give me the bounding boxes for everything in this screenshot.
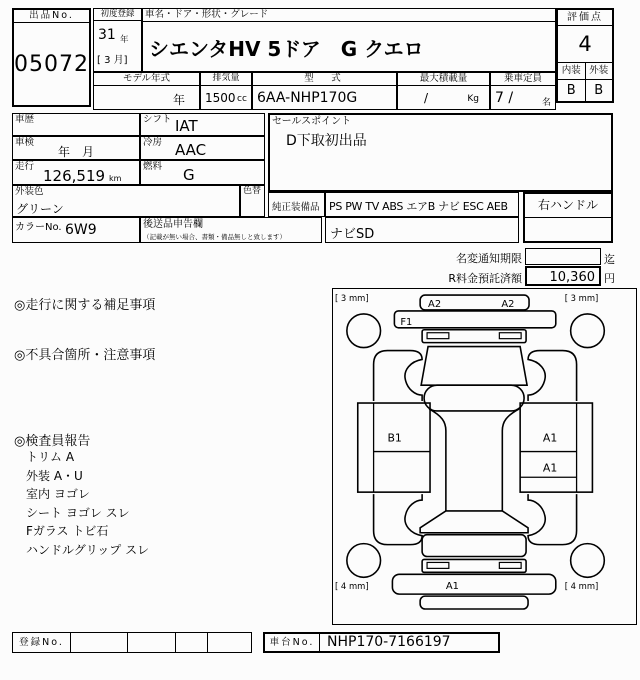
- windshield-shape: [421, 347, 527, 386]
- model-year-value: 年: [172, 93, 185, 107]
- first-registration-year: 31: [98, 27, 116, 43]
- tire-tread-rear-left: [ 4 mm]: [334, 581, 369, 592]
- inspection-value: 年 月: [58, 145, 95, 159]
- damage-diagram-box: [332, 288, 637, 625]
- rear-fender-left: [374, 494, 423, 544]
- wheel-rear-left: [347, 544, 381, 578]
- history-label: 車歴: [15, 114, 35, 125]
- displacement-cell: [200, 72, 252, 110]
- registration-no-cell-4: [208, 633, 251, 652]
- grade-value: 4: [558, 26, 612, 63]
- model-code-label: 型 式: [253, 73, 396, 86]
- bonnet-shape: [394, 311, 555, 328]
- mileage-label: 走行: [15, 161, 35, 172]
- inspector-report-item: 室内 ヨゴレ: [26, 487, 90, 501]
- model-code-cell: [252, 72, 397, 110]
- payload-value: /: [424, 91, 429, 105]
- damage-code-rear-bumper: A1: [445, 581, 459, 593]
- fuel-cell: [140, 160, 265, 185]
- rear-bumper-shape: [392, 574, 555, 594]
- color-change-label: 色替: [243, 186, 262, 196]
- rear-window-shape: [420, 511, 528, 533]
- equipment-value: PS PW TV ABS エアB ナビ ESC AEB: [329, 200, 508, 213]
- damage-code-left-door: B1: [387, 431, 402, 445]
- shift-cell: [140, 113, 265, 136]
- interior-grade-value: B: [558, 80, 586, 102]
- shift-label: シフト: [143, 114, 172, 125]
- inspector-report-item: 外装 A・U: [26, 468, 83, 483]
- payload-cell: [397, 72, 490, 110]
- equipment-value-cell: [325, 192, 519, 217]
- tire-tread-rear-right: [ 4 mm]: [564, 581, 599, 592]
- first-registration-box: [93, 8, 142, 72]
- recycle-fee-value: 10,360: [549, 270, 595, 285]
- color-no-label: カラーNo.: [15, 222, 62, 233]
- sales-point-label: セールスポイント: [272, 116, 352, 127]
- inspector-report-item: Fガラス トビ石: [26, 524, 109, 538]
- rear-hatch-shape: [422, 535, 526, 557]
- grade-box: [556, 8, 614, 103]
- ac-value: AAC: [175, 141, 207, 159]
- lot-number-label: 出品No.: [14, 10, 89, 23]
- registration-no-cell-3: [176, 633, 208, 652]
- displacement-label: 排気量: [201, 73, 251, 86]
- defects-heading: ◎不具合箇所・注意事項: [14, 348, 156, 363]
- wheel-front-right: [571, 314, 605, 348]
- displacement-unit: cc: [237, 94, 247, 104]
- capacity-unit: 名: [541, 98, 551, 108]
- payload-unit: Kg: [467, 94, 479, 104]
- damage-code-front-bumper-right: A2: [501, 298, 515, 310]
- exterior-label: 外装: [589, 65, 609, 76]
- registration-no-cell-2: [128, 633, 176, 652]
- tire-tread-front-right: [ 3 mm]: [564, 293, 599, 304]
- displacement-value: 1500: [205, 91, 236, 105]
- roof-shape: [424, 385, 524, 411]
- ac-cell: [140, 136, 265, 160]
- front-cowl-shape: [422, 330, 526, 343]
- recycle-fee-label: R料金預託済額: [448, 272, 522, 285]
- first-registration-month: [ 3 月]: [97, 55, 128, 66]
- left-panel-lines: [374, 403, 430, 492]
- inspector-report-item: シート ヨゴレ スレ: [26, 505, 130, 520]
- inspector-report-list: [26, 448, 149, 559]
- chassis-no-value: NHP170-7166197: [327, 634, 451, 650]
- later-items-note: （記載が無い場合、書類・備品無しと致します）: [143, 233, 286, 241]
- sales-point-box: [268, 113, 613, 192]
- equipment-label: 純正装備品: [272, 202, 320, 213]
- later-items-cell: [140, 217, 322, 243]
- registration-no-cell-1: [71, 633, 128, 652]
- front-fender-right: [528, 351, 577, 401]
- damage-code-front-bumper-left: A2: [428, 298, 442, 310]
- name-change-box: [525, 248, 601, 265]
- body-color-cell: [12, 185, 240, 217]
- body-color-label: 外装色: [15, 186, 44, 197]
- cabin-left-edge: [429, 409, 446, 511]
- registration-no-label: 登録No.: [13, 633, 71, 652]
- running-notes-heading: ◎走行に関する補足事項: [14, 298, 156, 313]
- rear-light-right: [499, 562, 521, 568]
- wheel-rear-right: [571, 544, 605, 578]
- mileage-cell: [12, 160, 140, 185]
- right-side-panel: [520, 403, 592, 492]
- recycle-fee-box: [525, 266, 601, 286]
- handle-box: [523, 192, 613, 243]
- nav-cell: [325, 217, 519, 243]
- mileage-value: 126,519: [43, 167, 106, 185]
- inspection-cell: [12, 136, 140, 160]
- model-year-label: モデル年式: [94, 73, 199, 86]
- payload-label: 最大積載量: [398, 73, 489, 86]
- inspector-report-heading: ◎検査員報告: [14, 434, 91, 449]
- damage-code-bonnet: F1: [400, 316, 413, 328]
- lot-number-box: [12, 8, 91, 107]
- fuel-value: G: [183, 166, 195, 184]
- wheel-front-left: [347, 314, 381, 348]
- shift-value: IAT: [175, 117, 198, 135]
- body-color-value: グリーン: [16, 202, 64, 216]
- interior-label: 内装: [558, 63, 586, 79]
- left-side-panel: [358, 403, 430, 492]
- damage-code-right-door-top: A1: [542, 431, 558, 445]
- ac-label: 冷房: [143, 137, 163, 148]
- front-light-right: [499, 333, 521, 339]
- first-registration-label: 初度登録: [94, 9, 141, 21]
- right-panel-lines: [520, 403, 576, 492]
- front-fender-left: [374, 351, 423, 401]
- inspector-report-item: ハンドルグリップ スレ: [26, 542, 150, 557]
- capacity-label: 乗車定員: [491, 73, 555, 86]
- fuel-label: 燃料: [143, 161, 163, 172]
- nav-value: ナビSD: [330, 227, 375, 242]
- inspector-report-item: トリム A: [26, 450, 75, 464]
- cabin-right-edge: [502, 409, 519, 511]
- rear-lower-bar: [420, 596, 528, 609]
- color-no-cell: [12, 217, 140, 243]
- registration-no-box: [12, 632, 252, 653]
- rear-light-left: [427, 562, 449, 568]
- color-change-cell: [240, 185, 265, 217]
- inspection-label: 車検: [15, 137, 35, 148]
- lot-number-value: 05072: [14, 52, 89, 77]
- recycle-fee-unit: 円: [604, 272, 615, 285]
- history-cell: [12, 113, 140, 136]
- model-year-cell: [93, 72, 200, 110]
- chassis-no-label: 車台No.: [265, 634, 320, 651]
- tire-tread-front-left: [ 3 mm]: [334, 293, 369, 304]
- later-items-label: 後送品申告欄: [143, 219, 203, 230]
- grade-label: 評価点: [558, 10, 612, 26]
- exterior-grade-value: B: [594, 83, 604, 98]
- sales-point-value: D下取初出品: [286, 133, 367, 149]
- capacity-cell: [490, 72, 556, 110]
- first-registration-year-unit: 年: [120, 35, 129, 45]
- car-name-box: [142, 8, 556, 72]
- rear-fender-right: [528, 494, 577, 544]
- name-change-label: 名変通知期限: [456, 252, 522, 265]
- name-change-suffix: 迄: [604, 253, 615, 266]
- car-name-value: シエンタHV 5ドア G クエロ: [149, 37, 424, 61]
- car-name-header-label: 車名・ドア・形状・グレード: [143, 9, 555, 22]
- mileage-unit: km: [109, 174, 122, 183]
- rear-cowl-shape: [422, 559, 526, 572]
- model-code-value: 6AA-NHP170G: [257, 90, 358, 106]
- front-light-left: [427, 333, 449, 339]
- capacity-value: 7 /: [495, 90, 514, 106]
- car-damage-diagram: [333, 289, 635, 623]
- color-no-value: 6W9: [65, 222, 97, 238]
- handle-value: 右ハンドル: [525, 194, 611, 218]
- equipment-label-cell: [268, 192, 325, 217]
- damage-code-right-door-bottom: A1: [542, 461, 558, 475]
- chassis-no-box: [263, 632, 500, 653]
